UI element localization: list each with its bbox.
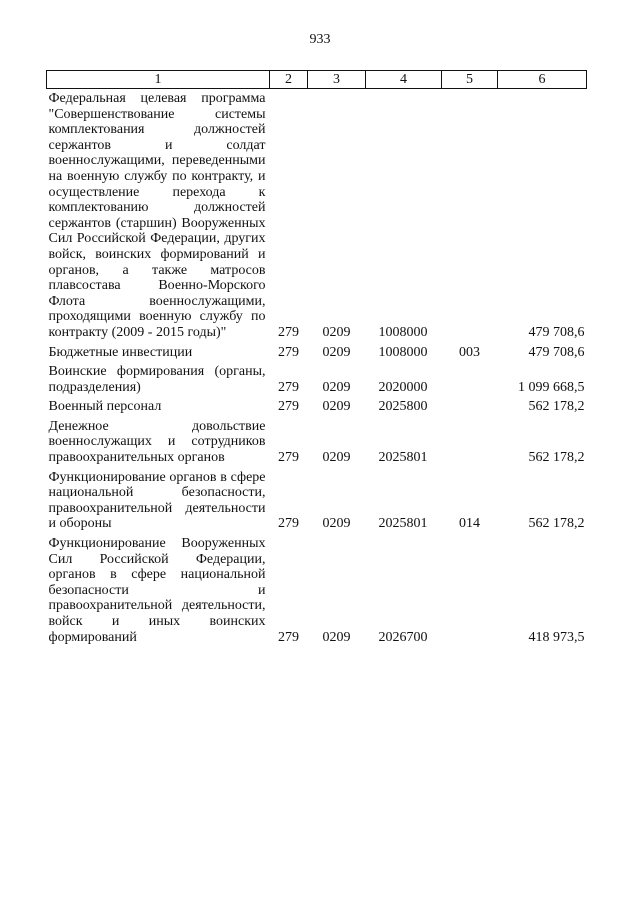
row-amount: 562 178,2 [528, 516, 585, 532]
page-number: 933 [309, 32, 331, 47]
row-name: Федеральная целевая программа "Совершенствование системы комплектования должностей сержантов и солдат военнослужащими, переведенными на военную службу по контракту, и осуществление перехода к комплектованию должностей сержантов (старшин) Вооруженных Сил Российской Федерации, других войск, воинских формирований и органов, а также матросов плавсостава Военно-Морского Флота военнослужащими, проходящими военную службу по контракту (2009 - 2015 годы)" [48, 91, 266, 340]
row-amount: 418 973,5 [528, 629, 585, 645]
row-name: Денежное довольствие военнослужащих и сотрудников правоохранительных органов [48, 418, 266, 466]
row-ministry: 279 [278, 379, 299, 395]
row-section: 0209 [322, 344, 351, 360]
column-header-3: 3 [308, 71, 366, 89]
table-row [47, 343, 587, 363]
row-section: 0209 [322, 399, 351, 415]
column-header-5: 5 [442, 71, 498, 89]
table-row [47, 468, 587, 534]
column-header-6: 6 [498, 71, 587, 89]
budget-table [46, 70, 587, 647]
column-header-1: 1 [47, 71, 270, 89]
row-section: 0209 [322, 450, 351, 466]
row-target: 2025801 [378, 450, 428, 466]
row-amount: 562 178,2 [528, 399, 585, 415]
row-target: 1008000 [378, 344, 428, 360]
row-target: 2025800 [378, 399, 428, 415]
column-header-2: 2 [270, 71, 308, 89]
table-row [47, 397, 587, 417]
row-target: 2026700 [378, 629, 428, 645]
row-name: Бюджетные инвестиции [48, 344, 193, 360]
row-amount: 479 708,6 [528, 344, 585, 360]
row-type [442, 534, 498, 647]
row-name: Функционирование Вооруженных Сил Российской Федерации, органов в сфере национальной безопасности и правоохранительной деятельности, войск и иных воинских формирований [48, 536, 266, 645]
row-amount: 1 099 668,5 [518, 379, 585, 395]
row-amount: 562 178,2 [528, 450, 585, 466]
row-ministry: 279 [278, 344, 299, 360]
row-amount: 479 708,6 [528, 324, 585, 340]
table-row [47, 417, 587, 468]
row-type [442, 417, 498, 468]
row-type [442, 397, 498, 417]
table-row [47, 89, 587, 343]
row-target: 1008000 [378, 324, 428, 340]
row-section: 0209 [322, 516, 351, 532]
row-name: Военный персонал [48, 399, 162, 415]
row-ministry: 279 [278, 324, 299, 340]
row-target: 2020000 [378, 379, 428, 395]
row-ministry: 279 [278, 399, 299, 415]
row-type [442, 362, 498, 397]
table-row [47, 534, 587, 647]
row-ministry: 279 [278, 516, 299, 532]
row-section: 0209 [322, 629, 351, 645]
row-type [442, 89, 498, 343]
row-name: Функционирование органов в сфере национальной безопасности, правоохранительной деятельности и обороны [48, 469, 266, 532]
table-header-row [47, 71, 587, 89]
column-header-4: 4 [366, 71, 442, 89]
table-row [47, 362, 587, 397]
row-ministry: 279 [278, 629, 299, 645]
row-type: 003 [459, 344, 480, 360]
row-section: 0209 [322, 379, 351, 395]
row-type: 014 [459, 516, 480, 532]
row-target: 2025801 [378, 516, 428, 532]
row-section: 0209 [322, 324, 351, 340]
row-ministry: 279 [278, 450, 299, 466]
row-name: Воинские формирования (органы, подразделения) [48, 364, 266, 395]
